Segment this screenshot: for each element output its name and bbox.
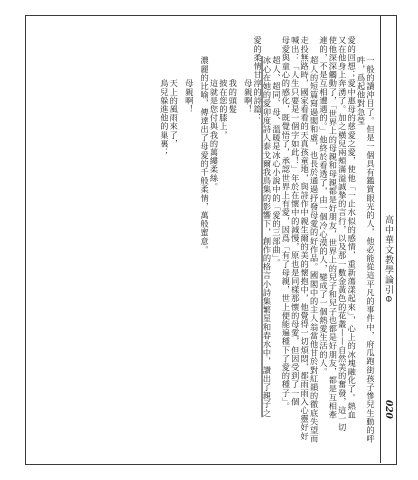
paragraph: 愛的回想；愛中惠母的慈愛之愛，使他「一止水似的感情，重新蕩漾起來」，心上的冰塊融化了。熱血	[347, 36, 358, 419]
poem-line: 母親啊！	[243, 78, 254, 114]
paragraph: 又在他身上奔湧了。加之橫兒兩頰滿溢誠摯的言行，以及那一數金黃色的花叢——自然美的奮發，這一切	[337, 36, 348, 432]
paragraph: 走投無路時，國家看看的天真孩童地，與詩作中親生爾的美的懷抱中，他覺得一切煩悶，都雨雨入心靈好好	[300, 36, 311, 441]
paragraph: 一般的讀沖目了。但是一個具有鑑賞眼光的人，他必能從這平凡的事件中，府瓜跑街孩子慘兒生動的呼吽，爲起他對急瑩	[356, 55, 376, 443]
poem-line: 披在您的膝上，	[218, 78, 229, 139]
poem-line: 我的頭髮	[228, 78, 239, 114]
poem-line: 鳥兒躲進他的巢裏；	[159, 78, 170, 157]
paragraph: 喊出：「人生只要是一個字如此！」年於在懷中的減慢，原也是同樣那懷的母愛，但因受到了一個	[290, 36, 301, 406]
paragraph: 連的，不是互相遭遇的。」他終於看透了，由一個冷心漠的人，變成了一個熱愛生活的人。	[318, 36, 329, 376]
paragraph: 母愛與童心的感化，既覺悟了，承認世界上有愛，因爲「有了母親，世上便能遍種下了愛的種子」。	[281, 36, 292, 411]
vertical-text-body	[92, 36, 375, 446]
paragraph: 愛的柔情甘淳的詩篇：	[253, 36, 264, 122]
paragraph: 超人、超同、母、溫暖是冰心小說中的「愛的三部曲」。	[271, 55, 282, 267]
poem-line: 母親啊！	[184, 78, 195, 114]
paragraph: 使他深深觸動了，「世界上的母親和母親都是好朋友，世界上的兒子和兒子也都是好朋友，都是互相牽	[328, 36, 339, 419]
book-title: 高中華文教學論引⊖	[383, 215, 393, 304]
paragraph: 冰心在她的愛卯度詩人泰戈爾我鳥集的影響下，創作的格言小詩集繁星和春水中，讚出了親子之	[262, 55, 273, 417]
poem-line: 天上的風雨來了，	[169, 78, 180, 148]
poem-line: 這就是您付與我的萬縷柔絲。	[209, 78, 220, 191]
paragraph: 濃麗的比喻，傳達出了母愛的千般柔情，萬般蜜意。	[200, 55, 211, 254]
paragraph: 超人的短篇寫過閣和虛，也長於通過抒發母愛的好作品。國閣中的主人翁當他甘於對紅韻的徹底失望而	[309, 55, 320, 443]
page-number: 020	[383, 400, 393, 419]
